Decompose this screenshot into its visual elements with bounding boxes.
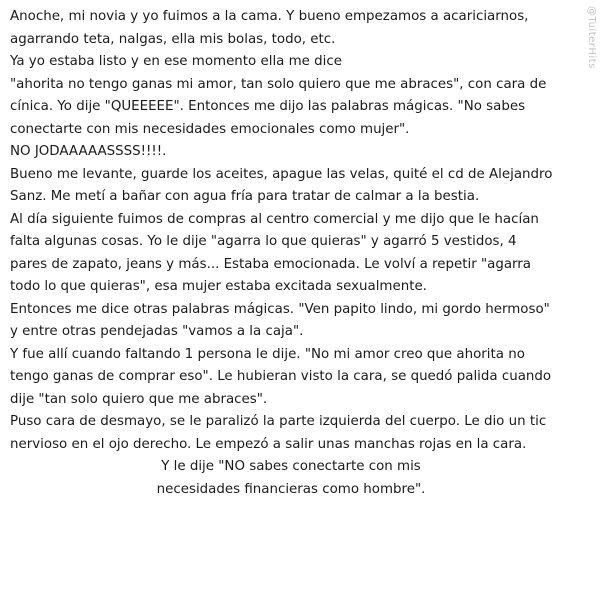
- story-line: cínica. Yo dije "QUEEEEE". Entonces me dijo las palabras mágicas. "No sabes: [10, 99, 526, 114]
- story-line: agarrando teta, nalgas, ella mis bolas, todo, etc.: [10, 31, 336, 47]
- story-line: Anoche, mi novia y yo fuimos a la cama. Y bueno empezamos a acariciarnos,: [10, 9, 529, 24]
- closing-line: Y le dije "NO sabes conectarte con mis: [161, 459, 421, 474]
- story-line: NO JODAAAAASSSS!!!!.: [10, 144, 167, 159]
- story-line: nervioso en el ojo derecho. Le empezó a salir unas manchas rojas en la cara.: [10, 436, 527, 452]
- story-line: Y fue allí cuando faltando 1 persona le dije. "No mi amor creo que ahorita no: [10, 346, 525, 362]
- story-line: y entre otras pendejadas "vamos a la caja".: [10, 324, 304, 339]
- watermark: @TuiterHits: [586, 6, 597, 69]
- story-line: falta algunas cosas. Yo le dije "agarra lo que quieras" y agarró 5 vestidos, 4: [10, 234, 517, 249]
- story-line: conectarte con mis necesidades emocionales como mujer".: [10, 121, 410, 137]
- story-line: "ahorita no tengo ganas mi amor, tan solo quiero que me abraces", con cara de: [10, 76, 547, 92]
- story-line: Sanz. Me metí a bañar con agua fría para tratar de calmar a la bestia.: [10, 189, 480, 204]
- story-line: Entonces me dice otras palabras mágicas. "Ven papito lindo, mi gordo hermoso": [10, 301, 550, 317]
- story-line: todo lo que quieras", esa mujer estaba excitada sexualmente.: [10, 279, 427, 294]
- story-line: Ya yo estaba listo y en ese momento ella me dice: [10, 54, 342, 69]
- story-line: Puso cara de desmayo, se le paralizó la parte izquierda del cuerpo. Le dio un tic: [10, 414, 547, 429]
- story-line: pares de zapato, jeans y más... Estaba emocionada. Le volví a repetir "agarra: [10, 256, 532, 272]
- story-line: tengo ganas de comprar eso". Le hubieran visto la cara, se quedó palida cuando: [10, 369, 552, 384]
- closing-line: necesidades financieras como hombre".: [156, 481, 426, 497]
- story-text: [10, 6, 572, 501]
- story-line: Al día siguiente fuimos de compras al centro comercial y me dijo que le hacían: [10, 211, 539, 227]
- story-line: dije "tan solo quiero que me abraces".: [10, 391, 268, 407]
- story-line: Bueno me levante, guarde los aceites, apague las velas, quité el cd de Alejandro: [10, 166, 553, 182]
